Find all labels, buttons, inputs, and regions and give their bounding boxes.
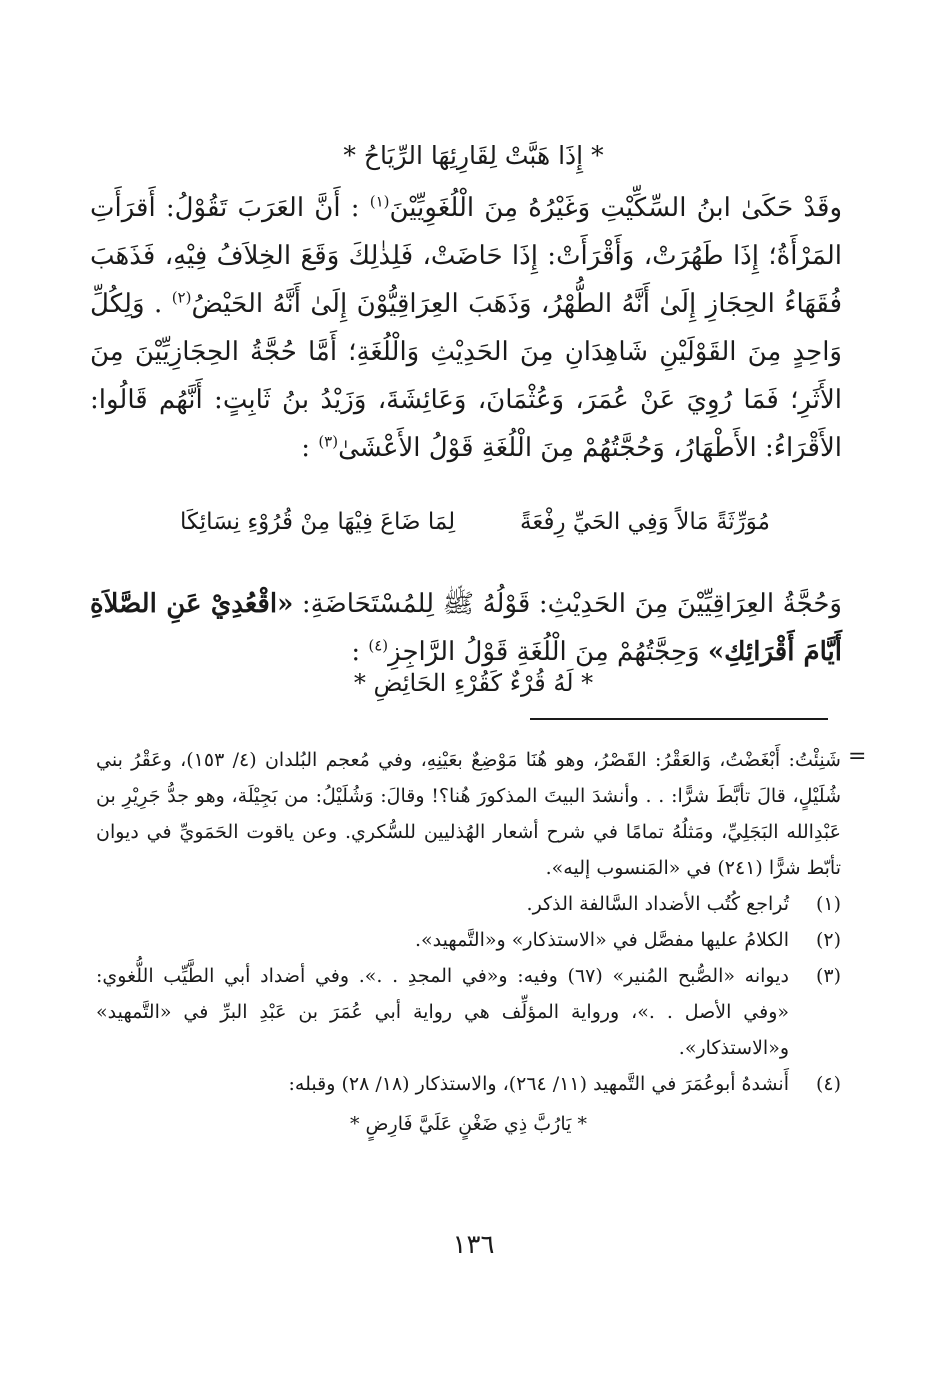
footnotes-section: [96, 742, 841, 1142]
paragraph-1-text-a: وقَدْ حَكَىٰ ابنُ السِّكِّيْتِ وَغَيْرُهُ مِنَ الْلُغَوِيِّيْنَ: [389, 193, 843, 223]
footnote-2-text: الكلامُ عليها مفصَّل في «الاستذكار» و«التَّمهيد».: [414, 929, 789, 951]
footnote-4-text: أَنشدهُ أبوعُمَرَ في التَّمهيد (١١/ ٢٦٤)، والاستذكار (١٨/ ٢٨) وقبله:: [288, 1073, 789, 1095]
footnote-continuation: شَنِئْتُ: أَبْغَضْتُ، وَالعَقْرُ: القَصْرُ، وهو هُنَا مَوْضِعٌ بعَيْنِهِ، وفي مُعجم البُلدان (٤/ ١٥٣)، وعَقْرُ بني شُلَيْلٍ، قالَ تأبَّطَ شرًّا: . . وأنشدَ البيتَ المذكورَ هُنا؟! وقالَ: وَشُلَيْلُ: من بَجِيْلَة، وهو جدُّ جَرِيْرِ بن عَبْدِالله البَجَلِيِّ، ومَثلُهُ تمامًا في شرح أشعار الهُذليين للسُّكري. وعن ياقوت الحَمَويِّ في ديوان تأبّط شرًّا (٢٤١) في «المَنسوب إليه».: [96, 749, 841, 879]
footnote-ref-4[interactable]: (٤): [368, 636, 389, 655]
footnote-4: [96, 1066, 841, 1102]
verse-heading: * إِذَا هَبَّتْ لِقَارِئِهَا الرِّيَاحُ *: [343, 141, 604, 170]
footnote-ref-2[interactable]: (٢): [171, 288, 192, 307]
footnote-2: [96, 922, 841, 958]
footnote-ref-3[interactable]: (٣): [318, 432, 339, 451]
paragraph-1-text-c: . وَلِكُلِّ وَاحِدٍ مِنَ القَوْلَيْنِ شَاهِدَانِ مِنَ الحَدِيْثِ وَالْلُغَةِ؛ أَمَّا حُجَّةُ الحِجَازِيِّيْنَ مِنَ الأَثَرِ؛ فَمَا رُوِيَ عَنْ عُمَرَ، وَعُثْمَانَ، وَعَائِشَةَ، وَزَيْدُ بنُ ثَابِتٍ: أَنَّهُم قَالُوا: الأَقْرَاءُ: الأَطْهَارُ، وَحُجَّتُهُمْ مِنَ الْلُغَةِ قَوْلُ الأَعْشَىٰ: [90, 289, 842, 463]
footnote-4-number: (٤): [815, 1073, 841, 1095]
paragraph-2-text-a: وَحُجَّةُ العِرَاقِيِّيْنَ مِنَ الحَدِيْثِ: قَوْلُهُ ﷺ لِلمُسْتَحَاضَةِ:: [301, 589, 842, 619]
couplet-second-hemistich: لِمَا ضَاعَ فِيْهَا مِنْ قُرُوْءِ نِسَائِكَا: [180, 509, 456, 535]
main-paragraph-1: [90, 184, 842, 472]
verse-rajaz: * لَهُ قُرْءٌ كَقُرْءِ الحَائِضِ *: [353, 669, 594, 697]
footnote-3: [96, 958, 841, 1066]
paragraph-2-text-c: :: [351, 637, 361, 667]
footnote-separator: [530, 718, 828, 720]
hadith-quote: «اقْعُدِيْ عَنِ الصَّلاَةِ أَيَّامَ أَقْرَائِكِ»: [90, 589, 842, 667]
page-number: ١٣٦: [452, 1230, 495, 1260]
footnote-1-text: تُراجع كُتُب الأضداد السَّالفة الذكر.: [526, 893, 789, 915]
paragraph-2-text-b: وَحِجَّتُهُمْ مِنَ الْلُغَةِ قَوْلُ الرَّاجِزِ: [388, 637, 700, 667]
paragraph-1-text-b: : أَنَّ العَرَبَ تَقُوْلُ: أَقرَأَتِ المَرْأَةُ؛ إِذَا طَهُرَتْ، وَأَقْرَأَتْ: إِذَا حَاضَتْ، فَلِذٰلِكَ وَقَعَ الخِلاَفُ فِيْهِ، فَذَهَبَ فُقَهَاءُ الحِجَازِ إِلَىٰ أَنَّهُ الطُّهْرُ، وَذَهَبَ العِرَاقِيُّوْنَ إِلَىٰ أَنَّهُ الحَيْضُ: [90, 193, 842, 319]
footnote-1-number: (١): [815, 893, 841, 915]
footnote-3-number: (٣): [815, 965, 841, 987]
footnote-1: [96, 886, 841, 922]
poetry-couplet: [180, 500, 770, 544]
couplet-first-hemistich: مُوَرِّثَةً مَالاً وَفِي الحَيِّ رِفْعَةً: [520, 509, 770, 535]
footnote-ref-1[interactable]: (١): [369, 192, 390, 211]
footnote-4-verse: * يَارُبَّ ذِي ضَغْنٍ عَلَيَّ فَارِضٍ *: [350, 1113, 587, 1135]
footnote-2-number: (٢): [815, 929, 841, 951]
paragraph-1-text-d: :: [301, 433, 311, 463]
footnote-3-text: ديوانه «الصُّبح المُنير» (٦٧) وفيه: و«في المجدِ . .». وفي أضداد أبي الطَّيِّب اللُّغوي: «وفي الأصل . .»، ورواية المؤلِّف هي رواية أبي عُمَرَ بن عَبْدِ البرِّ في «التَّمهيد» و«الاستذكار».: [96, 965, 789, 1059]
footnote-continuation-mark: =: [848, 744, 867, 769]
